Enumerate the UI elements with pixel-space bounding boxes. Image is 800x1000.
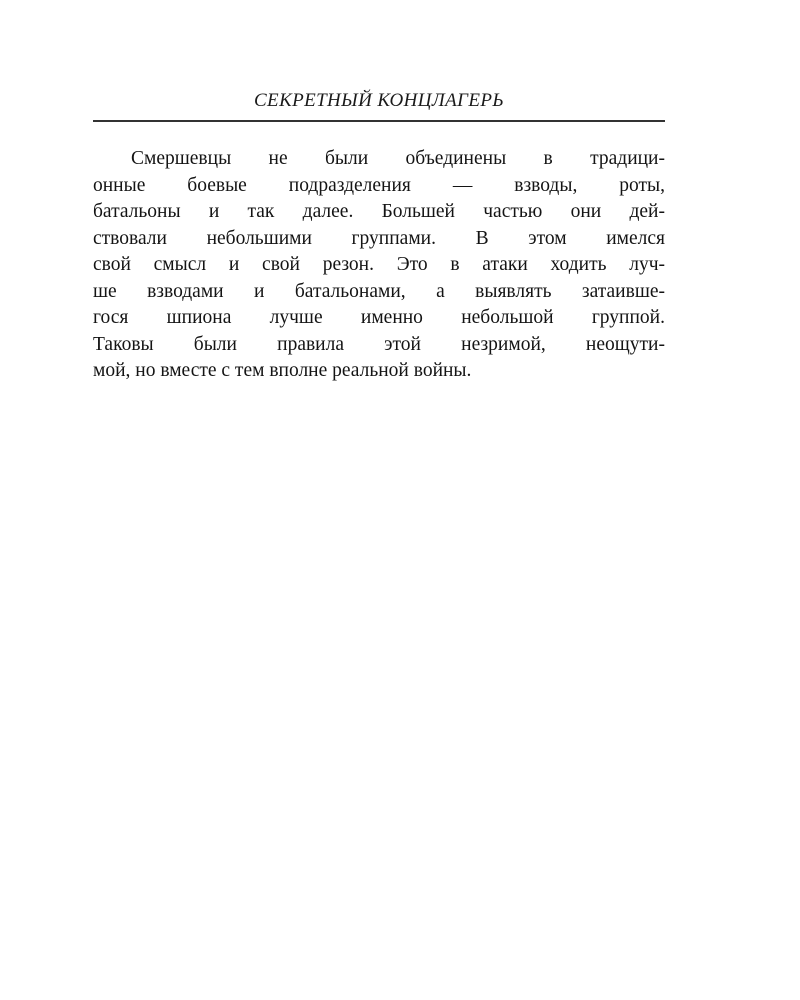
paragraph-line: Смершевцы не были объединены в традици- <box>131 148 665 169</box>
paragraph-line: свой смысл и свой резон. Это в атаки ходить луч- <box>93 254 665 275</box>
body-paragraph <box>93 146 665 385</box>
running-head-title: СЕКРЕТНЫЙ КОНЦЛАГЕРЬ <box>253 90 505 111</box>
paragraph-line: батальоны и так далее. Большей частью они дей- <box>93 201 665 222</box>
paragraph-line: мой, но вместе с тем вполне реальной войны. <box>93 360 472 381</box>
paragraph-line: онные боевые подразделения — взводы, роты, <box>93 174 665 196</box>
paragraph-line: гося шпиона лучше именно небольшой группой. <box>93 307 665 328</box>
paragraph-line: ше взводами и батальонами, а выявлять затаивше- <box>93 280 665 302</box>
paragraph-line: ствовали небольшими группами. В этом имелся <box>93 227 665 249</box>
paragraph-line: Таковы были правила этой незримой, неощути- <box>93 333 665 355</box>
header-divider <box>93 120 665 122</box>
